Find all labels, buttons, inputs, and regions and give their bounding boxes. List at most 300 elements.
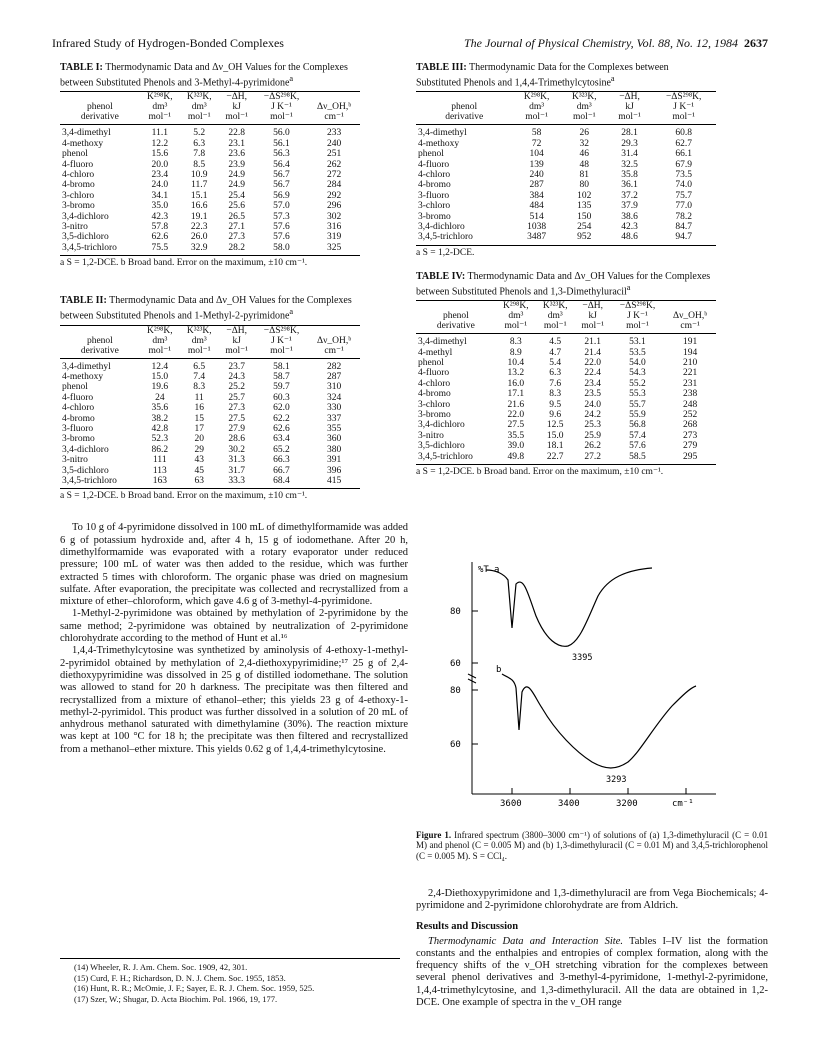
value-cell: 302 xyxy=(326,211,342,222)
value-cell: 55.7 xyxy=(629,399,646,410)
x-unit-label: cm⁻¹ xyxy=(672,799,694,809)
phenol-derivative-cell: 3-fluoro xyxy=(418,190,450,201)
value-cell: 57.8 xyxy=(151,221,169,232)
table-2-footnote: a S = 1,2-DCE. b Broad band. Error on the maximum, ±10 cm⁻¹. xyxy=(60,491,308,502)
value-cell: 25.7 xyxy=(228,392,245,403)
phenol-derivative-cell: phenol xyxy=(62,149,88,160)
table-row xyxy=(416,441,716,451)
value-cell: 74.0 xyxy=(675,180,692,191)
value-cell: 56.7 xyxy=(273,180,290,191)
value-cell: 7.4 xyxy=(193,371,206,382)
value-cell: 6.5 xyxy=(193,361,206,372)
value-cell: 210 xyxy=(682,357,698,368)
value-cell: 59.7 xyxy=(273,382,290,393)
value-cell: 66.7 xyxy=(273,465,290,476)
table-row xyxy=(60,455,360,465)
phenol-derivative-cell: 4-chloro xyxy=(418,378,451,389)
table-row xyxy=(60,434,360,444)
value-cell: 25.6 xyxy=(228,201,245,212)
paragraph: 1,4,4-Trimethylcytosine was synthetized by aminolysis of 4-ethoxy-1-methyl-2-pyrimidol obtained by methylation of 2,4-diethoxypyrimidine;¹⁷ 25 g of 2,4-diethoxypyrimidine was dissolved in 25 g of distilled iodomethane. The solution was allowed to stand for 20 h darkness. The precipitate was then filtered and recrystallized from a mixture of ethanol–ether; this yields 23 g of 4-ethoxy-1-methyl-2-pyrimidol. This product was further dissolved in a solution of 20 mL of anhydrous methanol saturated with dimethylamine (30%). The reaction mixture was kept at 100 °C for 18 h; the precipitate was then filtered and recrystallized from a methanol–ether mixture. This yields 0.62 g of 1,4,4-trimethylcytosine. xyxy=(60,645,408,755)
phenol-derivative-cell: 4-bromo xyxy=(62,413,95,424)
curve-b xyxy=(502,674,696,768)
value-cell: 63 xyxy=(180,476,219,489)
table-row xyxy=(416,222,716,232)
phenol-derivative-cell: 3,5-dichloro xyxy=(418,441,465,452)
value-cell: 10.9 xyxy=(190,169,208,180)
value-cell: 292 xyxy=(326,190,342,201)
phenol-derivative-cell: 4-fluoro xyxy=(62,159,94,170)
table-3-body xyxy=(416,125,716,245)
y-tick-label: 60 xyxy=(450,659,461,669)
phenol-derivative-cell: 4-chloro xyxy=(418,169,451,180)
page-header xyxy=(52,36,768,52)
value-cell: 16.6 xyxy=(190,201,208,212)
value-cell: 62.6 xyxy=(273,423,290,434)
paragraph: 2,4-Diethoxypyrimidone and 1,3-dimethyluracil are from Vega Biochemicals; 4-pyrimidone and 2-pyrimidone chlorohydrate are from Aldrich. xyxy=(416,888,768,912)
value-cell: 56.1 xyxy=(273,138,290,149)
value-cell: 252 xyxy=(682,409,698,420)
value-cell: 4.5 xyxy=(549,337,562,348)
table-row xyxy=(60,372,360,382)
value-cell: 58 xyxy=(531,128,542,139)
value-cell: 9.6 xyxy=(549,409,562,420)
value-cell: 12.2 xyxy=(151,138,169,149)
page-number: 2637 xyxy=(744,36,768,50)
value-cell: 3487 xyxy=(512,232,560,245)
value-cell: 42.3 xyxy=(151,211,169,222)
phenol-derivative-cell: 3,4-dichloro xyxy=(418,420,465,431)
value-cell: 325 xyxy=(308,243,360,256)
table-4-caption: TABLE IV: Thermodynamic Data and Δν_OH Values for the Complexes between Substituted Phenols and 1,3-Dimethyluracil$^a$ xyxy=(416,270,711,298)
value-cell: 221 xyxy=(682,368,698,379)
value-cell: 35.5 xyxy=(507,430,525,441)
table-row xyxy=(416,191,716,201)
body-text-right xyxy=(416,888,768,1009)
value-cell: 80 xyxy=(579,180,590,191)
value-cell: 273 xyxy=(682,430,698,441)
value-cell: 19.6 xyxy=(151,382,169,393)
table-row xyxy=(416,125,716,139)
table-4 xyxy=(416,271,716,478)
value-cell: 56.0 xyxy=(273,128,290,139)
value-cell: 514 xyxy=(529,211,544,222)
table-row xyxy=(416,180,716,190)
value-cell: 240 xyxy=(529,169,544,180)
value-cell: 84.7 xyxy=(675,221,692,232)
value-cell: 31.4 xyxy=(621,149,638,160)
value-cell: 23.1 xyxy=(228,138,245,149)
value-cell: 295 xyxy=(664,452,716,465)
table-row xyxy=(416,348,716,358)
table-3-footnote: a S = 1,2-DCE. xyxy=(416,247,475,258)
phenol-derivative-cell: 3,5-dichloro xyxy=(62,232,109,243)
table-3 xyxy=(416,62,716,259)
body-text-left xyxy=(60,522,408,756)
table-4-footnote: a S = 1,2-DCE. b Broad band. Error on the maximum, ±10 cm⁻¹. xyxy=(416,467,664,477)
table-3-header: K²⁹⁸K, K³²³K, −ΔH, −ΔS²⁹⁸K, phenol dm³ dm³ kJ J K⁻¹ derivative mol⁻¹ mol⁻¹ mol⁻¹ mol⁻¹ xyxy=(416,92,716,125)
table-row xyxy=(416,452,716,465)
value-cell: 23.5 xyxy=(584,389,601,400)
value-cell: 24.3 xyxy=(228,371,245,382)
table-1-header: K²⁹⁸K, K³²³K, −ΔH, −ΔS²⁹⁸K, phenol dm³ dm³ kJ J K⁻¹ Δν_OH,ᵇ derivative mol⁻¹ mol⁻¹ mol⁻¹ mol⁻¹ cm⁻¹ xyxy=(60,92,360,125)
table-row xyxy=(416,160,716,170)
value-cell: 15.6 xyxy=(151,149,169,160)
value-cell: 391 xyxy=(326,455,342,466)
value-cell: 19.1 xyxy=(190,211,208,222)
value-cell: 27.5 xyxy=(228,413,245,424)
phenol-derivative-cell: 3,5-dichloro xyxy=(62,465,109,476)
value-cell: 324 xyxy=(326,392,342,403)
value-cell: 30.2 xyxy=(228,444,245,455)
value-cell: 24.0 xyxy=(584,399,601,410)
table-row xyxy=(416,149,716,159)
table-row xyxy=(416,334,716,348)
value-cell: 238 xyxy=(682,389,698,400)
value-cell: 279 xyxy=(682,441,698,452)
table-row xyxy=(60,466,360,476)
value-cell: 17.1 xyxy=(507,389,525,400)
value-cell: 5.4 xyxy=(549,357,562,368)
value-cell: 55.3 xyxy=(629,389,646,400)
value-cell: 56.7 xyxy=(273,169,290,180)
y-axis-title: %T xyxy=(478,565,489,575)
value-cell: 23.9 xyxy=(228,159,245,170)
value-cell: 8.5 xyxy=(193,159,206,170)
value-cell: 20 xyxy=(194,434,204,445)
value-cell: 191 xyxy=(682,337,698,348)
value-cell: 15.0 xyxy=(546,430,564,441)
table-row xyxy=(416,358,716,368)
value-cell: 57.4 xyxy=(629,430,646,441)
value-cell: 28.6 xyxy=(228,434,245,445)
value-cell: 113 xyxy=(152,465,167,476)
value-cell: 54.3 xyxy=(629,368,646,379)
reference-item: (16) Hunt, R. R.; McOmie, J. F.; Sayer, E. R. J. Chem. Soc. 1959, 525. xyxy=(74,983,315,993)
table-row xyxy=(60,382,360,392)
running-title: Infrared Study of Hydrogen-Bonded Complexes xyxy=(52,36,284,50)
table-row xyxy=(416,232,716,245)
value-cell: 150 xyxy=(577,211,592,222)
phenol-derivative-cell: 4-bromo xyxy=(418,389,451,400)
value-cell: 11.1 xyxy=(151,128,168,139)
value-cell: 484 xyxy=(529,201,544,212)
reference-item: (15) Curd, F. H.; Richardson, D. N. J. Chem. Soc. 1955, 1853. xyxy=(74,972,286,983)
value-cell: 68.4 xyxy=(255,476,308,489)
value-cell: 39.0 xyxy=(507,441,525,452)
table-2-body xyxy=(60,358,360,489)
phenol-derivative-cell: 3,4,5-trichloro xyxy=(416,452,496,465)
value-cell: 57.0 xyxy=(273,201,290,212)
table-row xyxy=(60,403,360,413)
value-cell: 29 xyxy=(194,444,204,455)
value-cell: 11.7 xyxy=(191,180,208,191)
y-tick-label: 60 xyxy=(450,740,461,750)
value-cell: 25.3 xyxy=(584,420,601,431)
value-cell: 52.3 xyxy=(151,434,169,445)
value-cell: 135 xyxy=(577,201,592,212)
phenol-derivative-cell: 4-chloro xyxy=(62,169,95,180)
value-cell: 12.5 xyxy=(546,420,564,431)
phenol-derivative-cell: 4-bromo xyxy=(418,180,451,191)
reference-item: (17) Szer, W.; Shugar, D. Acta Biochim. Pol. 1966, 19, 177. xyxy=(74,993,278,1004)
table-row xyxy=(60,232,360,242)
value-cell: 272 xyxy=(326,169,342,180)
value-cell: 23.4 xyxy=(584,378,601,389)
table-row xyxy=(60,424,360,434)
table-row xyxy=(416,389,716,399)
paragraph: To 10 g of 4-pyrimidone dissolved in 100 mL of dimethylformamide was added 6 g of potassium hydroxide and, after 4 h, 15 g of iodomethane. After 20 h, dimethylformamide was evaporated with a rotary evaporator under reduced pressure; 100 mL of water was then added to the residue, which was further extracted 5 times with chloroform. The organic phase was dried on magnesium sulfate. After evaporation, the precipitate was collected and recrystallized from a mixture of ether–chloroform, which gave 4.6 g of 3-methyl-4-pyrimidone. xyxy=(60,522,408,608)
value-cell: 72 xyxy=(531,138,542,149)
phenol-derivative-cell: 3,4-dichloro xyxy=(62,211,109,222)
value-cell: 104 xyxy=(529,149,544,160)
value-cell: 24.0 xyxy=(151,180,169,191)
table-4-grid xyxy=(416,300,716,465)
value-cell: 48 xyxy=(579,159,590,170)
value-cell: 66.1 xyxy=(675,149,692,160)
value-cell: 46 xyxy=(579,149,590,160)
figure-1-caption: Figure 1. Infrared spectrum (3800–3000 cm⁻¹) of solutions of (a) 1,3-dimethyluracil (C = 0.01 M) and phenol (C = 0.005 M) and (b) 1,3-dimethyluracil (C = 0.01 M) and 3,4,5-trichlorophenol (C = 0.005 M). S = CCl₄. xyxy=(416,830,768,861)
value-cell: 57.6 xyxy=(273,232,290,243)
value-cell: 33.3 xyxy=(219,476,255,489)
table-row xyxy=(416,368,716,378)
value-cell: 12.4 xyxy=(151,361,169,372)
table-3-caption: TABLE III: Thermodynamic Data for the Complexes between Substituted Phenols and 1,4,4-Trimethylcytosine$^a$ xyxy=(416,62,669,89)
value-cell: 34.1 xyxy=(151,190,169,201)
phenol-derivative-cell: 3-fluoro xyxy=(62,423,94,434)
value-cell: 102 xyxy=(577,190,592,201)
value-cell: 27.3 xyxy=(228,232,245,243)
table-row xyxy=(416,420,716,430)
value-cell: 380 xyxy=(326,444,342,455)
value-cell: 15.1 xyxy=(190,190,208,201)
value-cell: 284 xyxy=(326,180,342,191)
peak-a-label: 3395 xyxy=(572,653,593,663)
table-row xyxy=(60,160,360,170)
table-row xyxy=(416,379,716,389)
value-cell: 32.5 xyxy=(621,159,638,170)
value-cell: 26.2 xyxy=(584,441,601,452)
reference-item: (14) Wheeler, R. J. Am. Chem. Soc. 1909, 42, 301. xyxy=(74,962,248,972)
phenol-derivative-cell: 4-methoxy xyxy=(62,138,104,149)
value-cell: 24 xyxy=(155,392,165,403)
value-cell: 53.5 xyxy=(629,347,646,358)
right-column xyxy=(416,62,764,478)
value-cell: 36.1 xyxy=(621,180,638,191)
table-1-footnote: a S = 1,2-DCE. b Broad band. Error on the maximum, ±10 cm⁻¹. xyxy=(60,258,308,269)
value-cell: 26.0 xyxy=(190,232,208,243)
phenol-derivative-cell: 3,4,5-trichloro xyxy=(60,476,140,489)
table-1-grid xyxy=(60,91,360,256)
value-cell: 22.0 xyxy=(507,409,525,420)
value-cell: 24.2 xyxy=(584,409,601,420)
value-cell: 231 xyxy=(682,378,698,389)
value-cell: 355 xyxy=(326,423,342,434)
table-row xyxy=(60,149,360,159)
value-cell: 73.5 xyxy=(675,169,692,180)
value-cell: 21.4 xyxy=(584,347,601,358)
phenol-derivative-cell: 3-nitro xyxy=(62,221,88,232)
value-cell: 86.2 xyxy=(151,444,169,455)
table-row xyxy=(60,358,360,372)
paragraph: 1-Methyl-2-pyrimidone was obtained by methylation of 2-pyrimidone by the same method; 2-pyrimidone was obtained by neutralization of 2-pyrimidone chlorohydrate according to the method of Hunt et al.¹⁶ xyxy=(60,608,408,645)
value-cell: 78.2 xyxy=(675,211,692,222)
value-cell: 8.3 xyxy=(193,382,206,393)
value-cell: 67.9 xyxy=(675,159,692,170)
value-cell: 6.3 xyxy=(549,368,562,379)
table-3-grid xyxy=(416,91,716,245)
paragraph: Thermodynamic Data and Interaction Site. Tables I–IV list the formation constants and the enthalpies and entropies of complex formation, along with the frequency shifts of the ν_OH stretching vibration for the complexes between several phenol derivatives and 3-methyl-4-pyrimidone, 1-methyl-2-pyrimidone, 1,4,4-trimethylcytosine, and 1,3-dimethyluracil. All the data are obtained in 1,2-DCE. One example of spectra in the ν_OH range xyxy=(416,935,768,1009)
table-row xyxy=(60,212,360,222)
value-cell: 262 xyxy=(326,159,342,170)
table-row xyxy=(60,222,360,232)
table-row xyxy=(60,476,360,489)
value-cell: 22.7 xyxy=(536,452,575,465)
value-cell: 20.0 xyxy=(151,159,169,170)
phenol-derivative-cell: 4-fluoro xyxy=(418,159,450,170)
value-cell: 23.4 xyxy=(151,169,169,180)
value-cell: 415 xyxy=(308,476,360,489)
table-4-header: K²⁹⁸K, K³²³K, −ΔH, −ΔS²⁹⁸K, phenol dm³ dm³ kJ J K⁻¹ Δν_OH,ᵇ derivative mol⁻¹ mol⁻¹ mol⁻¹ mol⁻¹ cm⁻¹ xyxy=(416,301,716,334)
value-cell: 316 xyxy=(326,221,342,232)
value-cell: 27.5 xyxy=(507,420,525,431)
value-cell: 56.9 xyxy=(273,190,290,201)
value-cell: 233 xyxy=(326,128,342,139)
value-cell: 58.0 xyxy=(255,243,308,256)
value-cell: 60.8 xyxy=(675,128,692,139)
table-row xyxy=(416,431,716,441)
table-1-body xyxy=(60,125,360,256)
y-tick-label: 80 xyxy=(450,686,461,696)
value-cell: 22.8 xyxy=(228,128,245,139)
phenol-derivative-cell: 3,4-dimethyl xyxy=(62,361,111,372)
value-cell: 194 xyxy=(682,347,698,358)
phenol-derivative-cell: phenol xyxy=(418,357,444,368)
value-cell: 27.1 xyxy=(228,221,245,232)
curve-a-label: a xyxy=(494,565,500,575)
x-tick-label: 3600 xyxy=(500,799,522,809)
phenol-derivative-cell: 4-methoxy xyxy=(62,371,104,382)
value-cell: 53.1 xyxy=(629,337,646,348)
phenol-derivative-cell: 3-bromo xyxy=(418,211,451,222)
table-row xyxy=(416,410,716,420)
table-1 xyxy=(60,62,360,269)
left-column xyxy=(60,62,408,1004)
value-cell: 952 xyxy=(561,232,608,245)
value-cell: 38.6 xyxy=(621,211,638,222)
value-cell: 38.2 xyxy=(151,413,169,424)
value-cell: 396 xyxy=(326,465,342,476)
value-cell: 31.3 xyxy=(228,455,245,466)
phenol-derivative-cell: 4-fluoro xyxy=(418,368,450,379)
phenol-derivative-cell: 3-chloro xyxy=(418,201,451,212)
value-cell: 55.9 xyxy=(629,409,646,420)
phenol-derivative-cell: 4-methoxy xyxy=(418,138,460,149)
value-cell: 27.2 xyxy=(575,452,611,465)
value-cell: 268 xyxy=(682,420,698,431)
value-cell: 15 xyxy=(194,413,204,424)
table-1-caption: TABLE I: Thermodynamic Data and Δν_OH Values for the Complexes between Substituted Phenols and 3-Methyl-4-pyrimidone$^a$ xyxy=(60,62,348,89)
table-row xyxy=(416,212,716,222)
peak-b-label: 3293 xyxy=(606,775,627,785)
phenol-derivative-cell: 4-chloro xyxy=(62,403,95,414)
value-cell: 62.7 xyxy=(675,138,692,149)
value-cell: 319 xyxy=(326,232,342,243)
value-cell: 15.0 xyxy=(151,371,169,382)
y-tick-label: 80 xyxy=(450,607,461,617)
table-row xyxy=(416,170,716,180)
value-cell: 56.3 xyxy=(273,149,290,160)
value-cell: 21.1 xyxy=(584,337,601,348)
table-2-caption: TABLE II: Thermodynamic Data and Δν_OH Values for the Complexes between Substituted Phenols and 1-Methyl-2-pyrimidone$^a$ xyxy=(60,295,352,322)
value-cell: 21.6 xyxy=(507,399,525,410)
value-cell: 35.6 xyxy=(151,403,169,414)
phenol-derivative-cell: 3-nitro xyxy=(62,455,88,466)
value-cell: 17 xyxy=(194,423,204,434)
table-row xyxy=(60,243,360,256)
value-cell: 58.1 xyxy=(273,361,290,372)
value-cell: 55.2 xyxy=(629,378,646,389)
table-row xyxy=(416,139,716,149)
table-row xyxy=(60,180,360,190)
table-4-body xyxy=(416,334,716,465)
value-cell: 111 xyxy=(153,455,167,466)
x-tick-label: 3200 xyxy=(616,799,638,809)
phenol-derivative-cell: 3-chloro xyxy=(62,190,95,201)
x-tick-label: 3400 xyxy=(558,799,580,809)
value-cell: 1038 xyxy=(527,221,547,232)
phenol-derivative-cell: 3,4-dichloro xyxy=(62,444,109,455)
phenol-derivative-cell: 4-bromo xyxy=(62,180,95,191)
value-cell: 75.5 xyxy=(140,243,180,256)
value-cell: 296 xyxy=(326,201,342,212)
phenol-derivative-cell: 3-chloro xyxy=(418,399,451,410)
value-cell: 248 xyxy=(682,399,698,410)
value-cell: 8.9 xyxy=(509,347,522,358)
value-cell: 8.3 xyxy=(509,337,522,348)
value-cell: 22.3 xyxy=(190,221,208,232)
table-row xyxy=(60,191,360,201)
phenol-derivative-cell: 3,4-dimethyl xyxy=(418,337,467,348)
value-cell: 7.6 xyxy=(549,378,562,389)
value-cell: 65.2 xyxy=(273,444,290,455)
value-cell: 43 xyxy=(194,455,204,466)
phenol-derivative-cell: 4-methyl xyxy=(418,347,453,358)
value-cell: 27.9 xyxy=(228,423,245,434)
value-cell: 28.1 xyxy=(621,128,638,139)
value-cell: 9.5 xyxy=(549,399,562,410)
value-cell: 54.0 xyxy=(629,357,646,368)
table-row xyxy=(60,139,360,149)
value-cell: 26 xyxy=(579,128,590,139)
value-cell: 35.0 xyxy=(151,201,169,212)
value-cell: 287 xyxy=(529,180,544,191)
value-cell: 26.5 xyxy=(228,211,245,222)
value-cell: 35.8 xyxy=(621,169,638,180)
value-cell: 22.4 xyxy=(584,368,601,379)
curve-a xyxy=(486,568,652,646)
value-cell: 66.3 xyxy=(273,455,290,466)
value-cell: 77.0 xyxy=(675,201,692,212)
value-cell: 27.3 xyxy=(228,403,245,414)
table-row xyxy=(60,170,360,180)
value-cell: 37.2 xyxy=(621,190,638,201)
value-cell: 94.7 xyxy=(651,232,716,245)
value-cell: 251 xyxy=(326,149,342,160)
value-cell: 310 xyxy=(326,382,342,393)
value-cell: 16.0 xyxy=(507,378,525,389)
references xyxy=(60,958,400,1004)
value-cell: 48.6 xyxy=(608,232,652,245)
